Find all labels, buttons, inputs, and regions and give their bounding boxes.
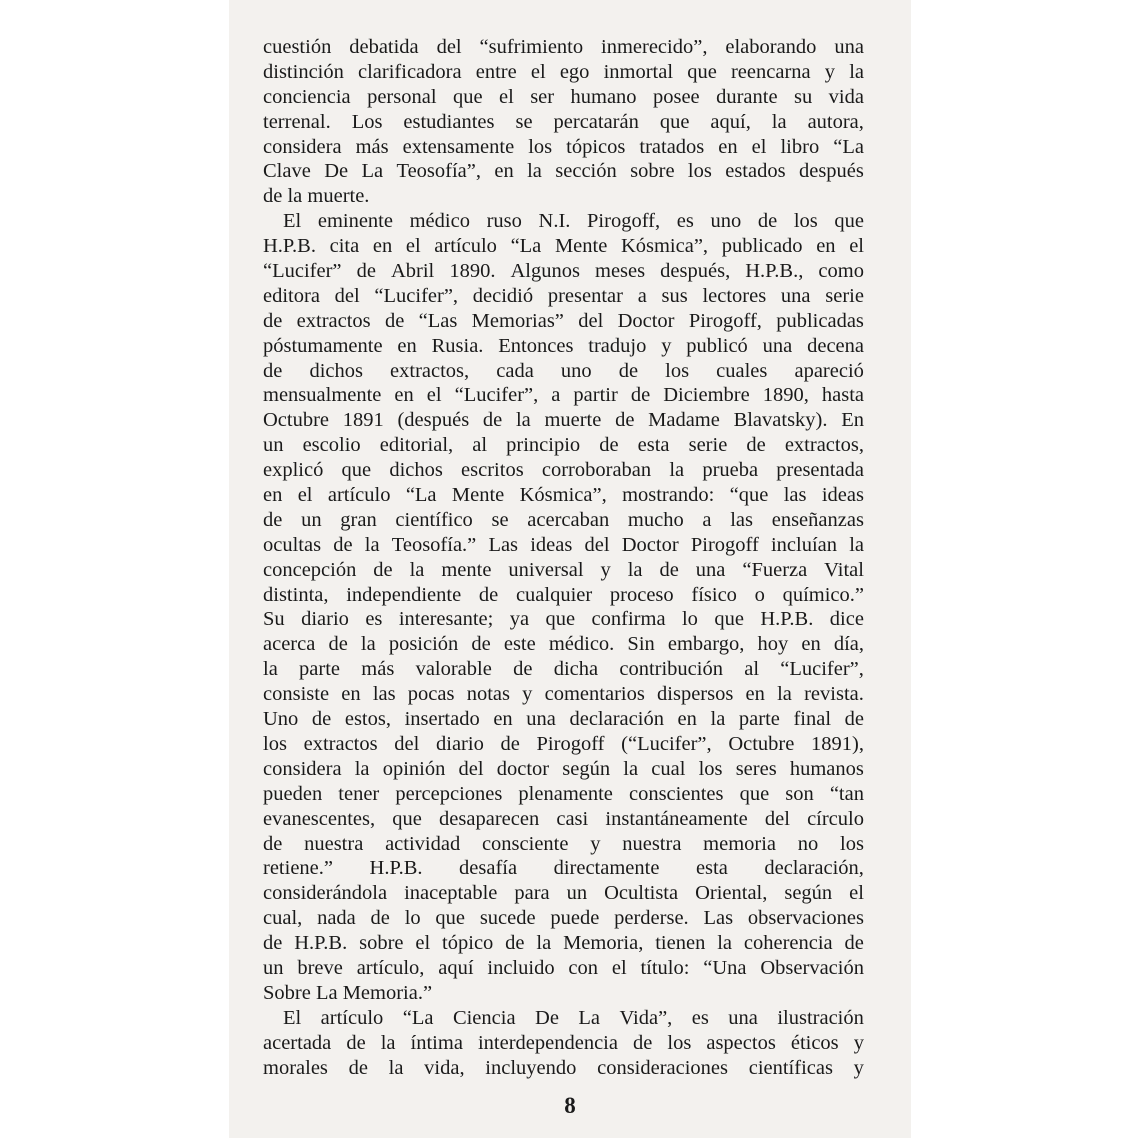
text-line: mensualmente en el “Lucifer”, a partir de Diciembre 1890, hasta <box>263 384 864 407</box>
text-line: considera más extensamente los tópicos tratados en el libro “La <box>263 135 864 158</box>
text-line: de un gran científico se acercaban mucho a las enseñanzas <box>263 508 864 531</box>
text-line: de la muerte. <box>263 185 370 208</box>
text-line: Octubre 1891 (después de la muerte de Madame Blavatsky). En <box>263 409 864 432</box>
text-line: H.P.B. cita en el artículo “La Mente Kósmica”, publicado en el <box>263 235 864 258</box>
text-line: considera la opinión del doctor según la cual los seres humanos <box>263 757 864 780</box>
text-line: cuestión debatida del “sufrimiento inmerecido”, elaborando una <box>263 36 864 58</box>
text-line: Clave De La Teosofía”, en la sección sobre los estados después <box>263 160 864 183</box>
text-line: Su diario es interesante; ya que confirma lo que H.P.B. dice <box>263 608 864 631</box>
text-line: acerca de la posición de este médico. Sin embargo, hoy en día, <box>263 633 864 656</box>
text-line: El artículo “La Ciencia De La Vida”, es una ilustración <box>283 1006 864 1029</box>
text-line: editora del “Lucifer”, decidió presentar a sus lectores una serie <box>263 284 864 307</box>
text-line: distinta, independiente de cualquier proceso físico o químico.” <box>263 583 864 606</box>
text-line: ocultas de la Teosofía.” Las ideas del Doctor Pirogoff incluían la <box>263 533 864 556</box>
text-line: un escolio editorial, al principio de esta serie de extractos, <box>263 434 864 457</box>
text-line: concepción de la mente universal y la de una “Fuerza Vital <box>263 558 864 581</box>
text-line: considerándola inaceptable para un Ocultista Oriental, según el <box>263 882 864 905</box>
text-line: terrenal. Los estudiantes se percatarán que aquí, la autora, <box>263 110 864 133</box>
text-line: acertada de la íntima interdependencia de los aspectos éticos y <box>263 1031 864 1054</box>
text-line: El eminente médico ruso N.I. Pirogoff, es uno de los que <box>283 210 864 233</box>
text-line: morales de la vida, incluyendo consideraciones científicas y <box>263 1056 864 1079</box>
text-line: de nuestra actividad consciente y nuestra memoria no los <box>263 832 864 855</box>
text-line: cual, nada de lo que sucede puede perderse. Las observaciones <box>263 907 864 930</box>
text-line: un breve artículo, aquí incluido con el título: “Una Observación <box>263 956 864 979</box>
text-line: distinción clarificadora entre el ego inmortal que reencarna y la <box>263 60 864 83</box>
text-line: pueden tener percepciones plenamente conscientes que son “tan <box>263 782 864 805</box>
text-line: “Lucifer” de Abril 1890. Algunos meses después, H.P.B., como <box>263 260 864 283</box>
body-text <box>263 35 864 1080</box>
text-line: de extractos de “Las Memorias” del Doctor Pirogoff, publicadas <box>263 309 864 332</box>
text-line: en el artículo “La Mente Kósmica”, mostrando: “que las ideas <box>263 484 864 507</box>
text-line: la parte más valorable de dicha contribución al “Lucifer”, <box>263 658 864 681</box>
text-line: póstumamente en Rusia. Entonces tradujo y publicó una decena <box>263 334 864 357</box>
text-line: retiene.” H.P.B. desafía directamente esta declaración, <box>263 857 864 880</box>
text-line: conciencia personal que el ser humano posee durante su vida <box>263 85 864 108</box>
text-line: Uno de estos, insertado en una declaración en la parte final de <box>263 708 864 731</box>
text-line: de H.P.B. sobre el tópico de la Memoria, tienen la coherencia de <box>263 932 864 955</box>
text-line: Sobre La Memoria.” <box>263 981 433 1004</box>
text-line: explicó que dichos escritos corroboraban la prueba presentada <box>263 459 864 482</box>
text-line: consiste en las pocas notas y comentarios dispersos en la revista. <box>263 683 864 706</box>
text-line: evanescentes, que desaparecen casi instantáneamente del círculo <box>263 807 864 830</box>
book-page <box>229 0 911 1138</box>
page-number: 8 <box>564 1093 576 1118</box>
text-line: de dichos extractos, cada uno de los cuales apareció <box>263 359 864 382</box>
text-line: los extractos del diario de Pirogoff (“Lucifer”, Octubre 1891), <box>263 732 864 755</box>
